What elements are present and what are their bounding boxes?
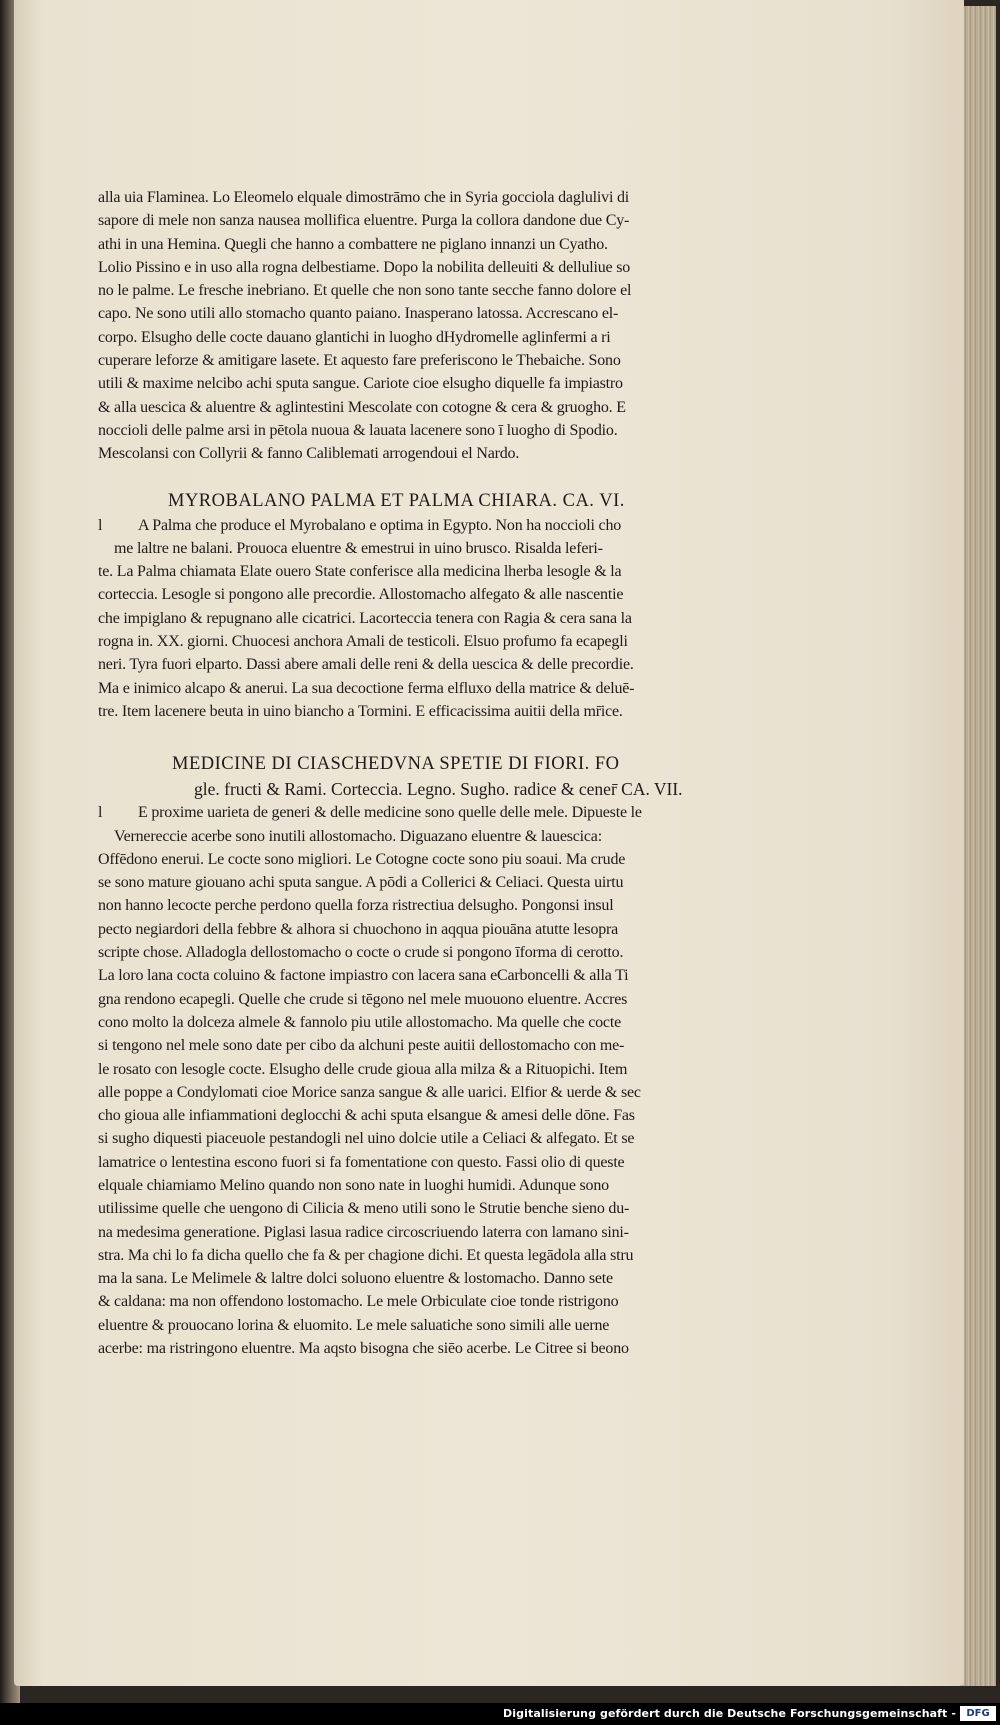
text-line: athi in una Hemina. Quegli che hanno a combattere ne piglano innanzi un Cyatho. xyxy=(98,235,608,253)
text-line: le rosato con lesogle cocte. Elsugho delle crude gioua alla milza & a Rituopichi. Item xyxy=(98,1060,628,1078)
book-page xyxy=(14,0,964,1686)
chapter-heading-vii-continued: gle. fructi & Rami. Corteccia. Legno. Sugho. radice & cener̄ CA. VII. xyxy=(194,779,683,800)
text-line: noccioli delle palme arsi in pētola nuoua & lauata lacenere sono ī luogho di Spodio. xyxy=(98,421,618,439)
text-line: sapore di mele non sanza nausea mollifica eluentre. Purga la collora dandone due Cy- xyxy=(98,212,630,230)
text-line: Vernereccie acerbe sono inutili allostomacho. Diguazano eluentre & lauescica: xyxy=(114,827,602,845)
text-line: na medesima generatione. Piglasi lasua radice circoscriuendo laterra con lamano sini- xyxy=(98,1223,629,1241)
text-line: tre. Item lacenere beuta in uino biancho a Tormini. E efficacissima auitii della mr̄ice. xyxy=(98,702,623,720)
text-line: rogna in. XX. giorni. Chuocesi anchora Amali de testicoli. Elsuo profumo fa ecapegli xyxy=(98,633,628,651)
text-line: che impiglano & repugnano alle cicatrici. Lacorteccia tenera con Ragia & cera sana la xyxy=(98,609,632,627)
text-line: & alla uescica & aluentre & aglintestini Mescolate con cotogne & cera & gruogho. E xyxy=(98,398,626,416)
text-line: cuperare leforze & amitigare lasete. Et aquesto fare preferiscono le Thebaiche. Sono xyxy=(98,352,621,370)
chapter-heading-vii: MEDICINE DI CIASCHEDVNA SPETIE DI FIORI. FO xyxy=(172,754,620,775)
text-line-initial xyxy=(98,801,738,824)
text-line: corteccia. Lesogle si pongono alle precordie. Allostomacho alfegato & alle nascentie xyxy=(98,586,624,604)
text-line: ma la sana. Le Melimele & laltre dolci soluono eluentre & lostomacho. Danno sete xyxy=(98,1270,613,1288)
funding-credit: Digitalisierung gefördert durch die Deutsche Forschungsgemeinschaft - xyxy=(503,1707,956,1720)
text-line: te. La Palma chiamata Elate ouero State conferisce alla medicina lherba lesogle & la xyxy=(98,563,622,581)
text-line: capo. Ne sono utili allo stomacho quanto paiano. Inasperano latossa. Accrescano el- xyxy=(98,305,619,323)
text-line: Offēdono enerui. Le cocte sono migliori. Le Cotogne cocte sono piu soaui. Ma crude xyxy=(98,850,626,868)
text-line: lamatrice o lentestina escono fuori si fa fomentatione con questo. Fassi olio di queste xyxy=(98,1153,625,1171)
paragraph-3 xyxy=(98,801,738,1360)
text-line: alla uia Flaminea. Lo Eleomelo elquale dimostrāmo che in Syria gocciola daglulivi di xyxy=(98,189,630,206)
text-line: gna rendono ecapegli. Quelle che crude si tēgono nel mele muouono eluentre. Accres xyxy=(98,990,628,1008)
text-line: acerbe: ma ristringono eluentre. Ma aqsto bisogna che siēo acerbe. Le Citree si beono xyxy=(98,1340,629,1358)
text-line: eluentre & prouocano lorina & eluomito. Le mele saluatiche sono simili alle uerne xyxy=(98,1316,610,1334)
text-line: cho gioua alle infiammationi deglocchi & achi sputa elsangue & amesi delle dōne. Fas xyxy=(98,1107,635,1125)
text-line: si tengono nel mele sono date per cibo da alchuni peste auitii dellostomacho con me- xyxy=(98,1037,625,1055)
text-line: me laltre ne balani. Prouoca eluentre & emestrui in uino brusco. Risalda leferi- xyxy=(114,539,603,557)
text-line: stra. Ma chi lo fa dicha quello che fa & per chagione dichi. Et questa legādola alla stru xyxy=(98,1246,634,1264)
text-line-initial xyxy=(98,514,738,537)
text-line: Mescolansi con Collyrii & fanno Caliblemati arrogendoui el Nardo. xyxy=(98,445,520,463)
text-line: elquale chiamiamo Melino quando non sono nate in luoghi humidi. Adunque sono xyxy=(98,1176,609,1194)
text-line: Ma e inimico alcapo & anerui. La sua decoctione ferma elfluxo della matrice & deluē- xyxy=(98,679,635,697)
text-block xyxy=(98,186,738,1360)
chapter-heading-vi: MYROBALANO PALMA ET PALMA CHIARA. CA. VI. xyxy=(168,490,625,511)
text-line: non hanno lecocte perche perdono quella forza ristrectiua delsugho. Pongonsi insul xyxy=(98,897,614,915)
text-line: Lolio Pissino e in uso alla rogna delbestiame. Dopo la nobilita delleuiti & delluliue so xyxy=(98,258,631,276)
text-line: corpo. Elsugho delle cocte dauano glantichi in luogho dHydromelle aglinfermi a ri xyxy=(98,328,611,346)
text-line: pecto negiardori della febbre & alhora si chuochono in aqqua piouāna atutte lesopra xyxy=(98,920,619,938)
text-line: A Palma che produce el Myrobalano e optima in Egypto. Non ha noccioli cho xyxy=(138,516,622,534)
text-line: utilissime quelle che uengono di Cilicia & meno utili sono le Strutie benche sieno du- xyxy=(98,1200,630,1218)
paragraph-2 xyxy=(98,514,738,724)
dfg-logo: DFG xyxy=(960,1706,996,1721)
text-line: neri. Tyra fuori elparto. Dassi abere amali delle reni & della uescica & delle precordie. xyxy=(98,656,634,674)
text-line: E proxime uarieta de generi & delle medicine sono quelle delle mele. Dipueste le xyxy=(138,804,642,822)
guide-letter: l xyxy=(98,516,103,534)
guide-letter: l xyxy=(98,804,103,822)
paragraph-1 xyxy=(98,186,738,466)
text-line: alle poppe a Condylomati cioe Morice sanza sangue & alle uarici. Elfior & uerde & sec xyxy=(98,1083,641,1101)
text-line: cono molto la dolceza almele & fannolo piu utile allostomacho. Ma quelle che cocte xyxy=(98,1013,621,1031)
text-line: utili & maxime nelcibo achi sputa sangue. Cariote cioe elsugho diquelle fa impiastro xyxy=(98,375,623,393)
text-line: La loro lana cocta coluino & factone impiastro con lacera sana eCarboncelli & alla Ti xyxy=(98,967,629,985)
text-line: se sono mature giouano achi sputa sangue. A pōdi a Collerici & Celiaci. Questa uirtu xyxy=(98,874,624,892)
text-line: si sugho diquesti piaceuole pestandogli nel uino dolcie utile a Celiaci & alfegato. Et se xyxy=(98,1130,635,1148)
text-line: & caldana: ma non offendono lostomacho. Le mele Orbiculate cioe tonde ristrigono xyxy=(98,1293,619,1311)
page-fore-edge xyxy=(962,6,996,1686)
text-line: no le palme. Le fresche inebriano. Et quelle che non sono tante secche fanno dolore el xyxy=(98,282,632,300)
text-line: scripte chose. Alladogla dellostomacho o cocte o crude si pongono īforma di cerotto. xyxy=(98,944,624,962)
